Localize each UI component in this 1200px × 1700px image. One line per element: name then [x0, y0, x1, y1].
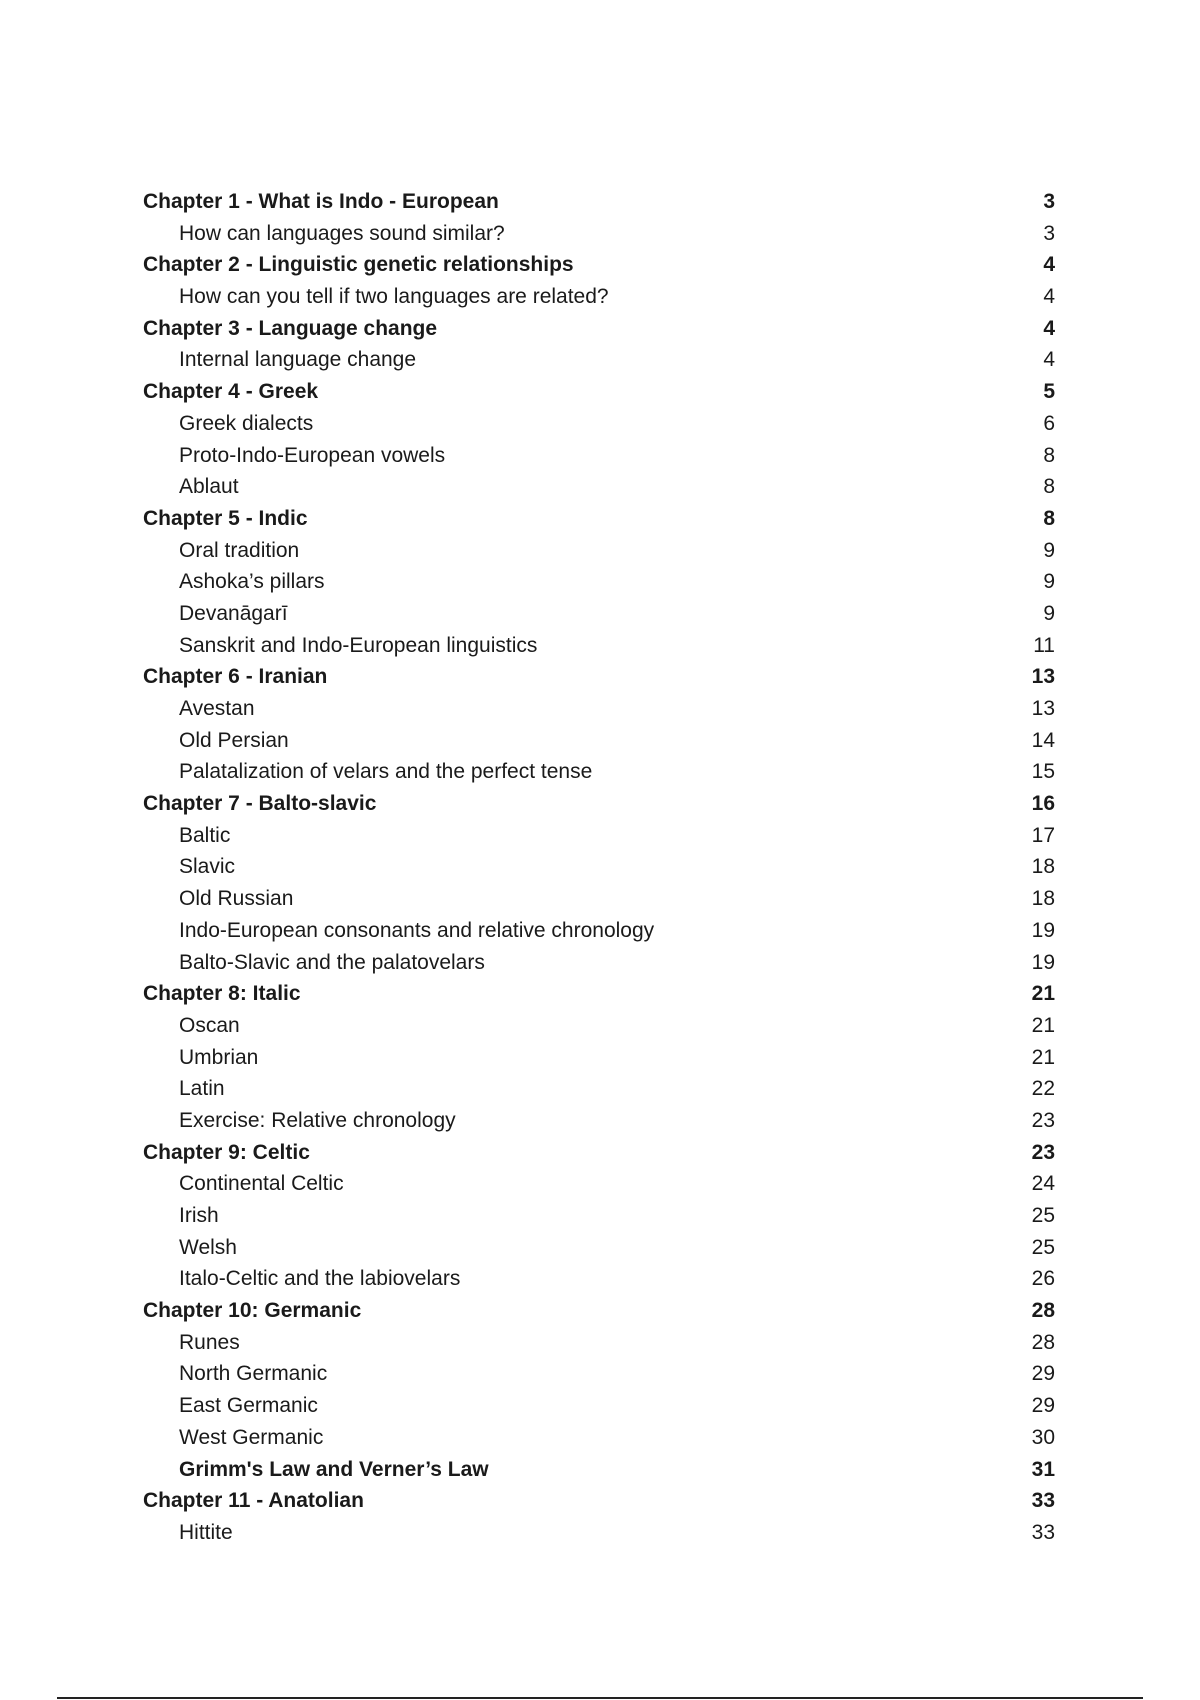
toc-entry-page: 13 — [1031, 665, 1055, 689]
toc-entry-title: Chapter 9: Celtic — [143, 1140, 310, 1164]
toc-entry-page: 13 — [1031, 697, 1055, 720]
toc-entry-title: Chapter 1 - What is Indo - European — [143, 190, 499, 213]
toc-chapter-entry[interactable] — [143, 661, 1055, 693]
toc-section-entry[interactable] — [143, 915, 1055, 947]
toc-entry-page: 17 — [1031, 823, 1055, 847]
toc-entry-title: Ablaut — [179, 475, 239, 499]
toc-entry-page: 8 — [1043, 506, 1055, 530]
toc-entry-page: 4 — [1043, 253, 1055, 277]
toc-section-entry[interactable] — [143, 1168, 1055, 1200]
toc-chapter-entry[interactable] — [143, 376, 1055, 408]
toc-section-entry[interactable] — [143, 851, 1055, 883]
toc-section-entry[interactable] — [143, 1422, 1055, 1454]
toc-entry-page: 33 — [1031, 1489, 1055, 1513]
toc-section-entry[interactable] — [143, 1263, 1055, 1295]
toc-entry-title: Hittite — [179, 1520, 233, 1544]
toc-section-entry[interactable] — [143, 820, 1055, 852]
toc-chapter-entry[interactable] — [143, 1485, 1055, 1517]
toc-section-entry[interactable] — [143, 598, 1055, 630]
toc-section-entry[interactable] — [143, 1010, 1055, 1042]
toc-entry-title: Greek dialects — [179, 411, 314, 435]
toc-entry-page: 19 — [1031, 950, 1055, 974]
toc-entry-title: Old Persian — [179, 728, 289, 752]
table-of-contents — [143, 186, 1055, 1549]
toc-entry-title: Palatalization of velars and the perfect tense — [179, 760, 593, 784]
toc-section-entry[interactable] — [143, 281, 1055, 313]
toc-entry-page: 25 — [1031, 1235, 1055, 1259]
toc-entry-title: Irish — [179, 1204, 219, 1227]
toc-section-entry[interactable] — [143, 725, 1055, 757]
toc-entry-title: Grimm's Law and Verner’s Law — [179, 1457, 489, 1481]
toc-entry-page: 11 — [1033, 633, 1055, 657]
toc-section-entry[interactable] — [143, 535, 1055, 567]
toc-entry-page: 9 — [1043, 538, 1055, 562]
toc-entry-page: 8 — [1043, 475, 1055, 499]
toc-section-entry[interactable] — [143, 1517, 1055, 1549]
toc-entry-title: Devanāgarī — [179, 601, 288, 625]
toc-entry-page: 29 — [1031, 1394, 1055, 1418]
toc-section-entry[interactable] — [143, 1200, 1055, 1232]
toc-entry-page: 21 — [1031, 1045, 1055, 1069]
toc-chapter-entry[interactable] — [143, 788, 1055, 820]
toc-entry-title: Welsh — [179, 1235, 237, 1259]
toc-entry-title: Sanskrit and Indo-European linguistics — [179, 633, 538, 657]
toc-entry-page: 6 — [1043, 411, 1055, 435]
toc-section-entry[interactable] — [143, 693, 1055, 725]
toc-section-entry[interactable] — [143, 566, 1055, 598]
toc-chapter-entry[interactable] — [143, 249, 1055, 281]
toc-section-entry[interactable] — [143, 440, 1055, 472]
toc-entry-title: Chapter 3 - Language change — [143, 316, 438, 340]
toc-chapter-entry[interactable] — [143, 1295, 1055, 1327]
toc-entry-title: Umbrian — [179, 1045, 259, 1069]
toc-entry-title: Chapter 6 - Iranian — [143, 665, 328, 689]
toc-entry-page: 21 — [1031, 1013, 1055, 1037]
toc-section-entry[interactable] — [143, 630, 1055, 662]
toc-entry-title: East Germanic — [179, 1394, 318, 1418]
toc-entry-title: Chapter 5 - Indic — [143, 506, 308, 530]
toc-entry-title: Continental Celtic — [179, 1172, 344, 1196]
toc-entry-title: Balto-Slavic and the palatovelars — [179, 950, 485, 974]
toc-entry-page: 18 — [1031, 887, 1055, 911]
toc-section-entry[interactable] — [143, 1042, 1055, 1074]
toc-section-entry[interactable] — [143, 1454, 1055, 1486]
toc-section-entry[interactable] — [143, 1327, 1055, 1359]
toc-entry-title: Old Russian — [179, 887, 294, 911]
toc-section-entry[interactable] — [143, 1105, 1055, 1137]
toc-entry-page: 15 — [1031, 760, 1055, 784]
toc-entry-title: Oral tradition — [179, 538, 300, 562]
toc-entry-title: Latin — [179, 1077, 225, 1101]
toc-entry-page: 19 — [1031, 918, 1055, 942]
toc-entry-page: 5 — [1043, 380, 1055, 404]
toc-section-entry[interactable] — [143, 1390, 1055, 1422]
toc-entry-page: 23 — [1031, 1108, 1055, 1132]
toc-chapter-entry[interactable] — [143, 313, 1055, 345]
toc-entry-page: 8 — [1043, 443, 1055, 467]
toc-section-entry[interactable] — [143, 1232, 1055, 1264]
toc-entry-page: 14 — [1031, 728, 1055, 752]
toc-entry-page: 4 — [1043, 285, 1055, 309]
bottom-rule — [57, 1697, 1143, 1699]
toc-entry-page: 9 — [1043, 570, 1055, 594]
toc-entry-page: 4 — [1043, 316, 1055, 340]
toc-section-entry[interactable] — [143, 756, 1055, 788]
toc-entry-title: Exercise: Relative chronology — [179, 1108, 456, 1132]
toc-entry-page: 4 — [1043, 348, 1055, 372]
toc-entry-page: 25 — [1031, 1204, 1055, 1227]
toc-entry-title: Chapter 7 - Balto-slavic — [143, 792, 377, 816]
toc-chapter-entry[interactable] — [143, 186, 1055, 218]
toc-entry-title: Chapter 4 - Greek — [143, 380, 319, 404]
toc-entry-title: Proto-Indo-European vowels — [179, 443, 446, 467]
toc-entry-title: Chapter 2 - Linguistic genetic relationships — [143, 253, 574, 277]
toc-entry-page: 26 — [1031, 1267, 1055, 1291]
toc-entry-title: How can languages sound similar? — [179, 221, 505, 245]
toc-section-entry[interactable] — [143, 947, 1055, 979]
toc-entry-page: 16 — [1031, 792, 1055, 816]
toc-section-entry[interactable] — [143, 218, 1055, 250]
toc-entry-title: Internal language change — [179, 348, 417, 372]
toc-chapter-entry[interactable] — [143, 1137, 1055, 1169]
toc-section-entry[interactable] — [143, 408, 1055, 440]
toc-section-entry[interactable] — [143, 1073, 1055, 1105]
toc-entry-page: 28 — [1031, 1299, 1055, 1323]
toc-entry-title: Ashoka’s pillars — [179, 570, 325, 594]
toc-chapter-entry[interactable] — [143, 978, 1055, 1010]
toc-entry-page: 18 — [1031, 855, 1055, 879]
toc-entry-title: Oscan — [179, 1013, 240, 1037]
toc-entry-page: 29 — [1031, 1362, 1055, 1386]
toc-entry-title: Avestan — [179, 697, 255, 720]
toc-entry-title: Chapter 10: Germanic — [143, 1299, 362, 1323]
toc-entry-title: Baltic — [179, 823, 231, 847]
toc-entry-page: 33 — [1031, 1520, 1055, 1544]
toc-entry-title: Slavic — [179, 855, 236, 879]
toc-entry-title: Chapter 11 - Anatolian — [143, 1489, 364, 1513]
toc-entry-page: 23 — [1031, 1140, 1055, 1164]
toc-entry-page: 9 — [1043, 601, 1055, 625]
toc-entry-title: Italo-Celtic and the labiovelars — [179, 1267, 461, 1291]
toc-entry-title: How can you tell if two languages are related? — [179, 285, 609, 309]
toc-section-entry[interactable] — [143, 1358, 1055, 1390]
toc-entry-page: 30 — [1031, 1425, 1055, 1449]
toc-section-entry[interactable] — [143, 883, 1055, 915]
toc-entry-page: 28 — [1031, 1330, 1055, 1354]
toc-section-entry[interactable] — [143, 344, 1055, 376]
toc-entry-page: 21 — [1031, 982, 1055, 1006]
toc-entry-title: West Germanic — [179, 1425, 324, 1449]
toc-entry-title: North Germanic — [179, 1362, 328, 1386]
toc-entry-title: Runes — [179, 1330, 240, 1354]
toc-chapter-entry[interactable] — [143, 503, 1055, 535]
toc-entry-page: 31 — [1031, 1457, 1055, 1481]
toc-entry-page: 3 — [1043, 221, 1055, 245]
toc-section-entry[interactable] — [143, 471, 1055, 503]
toc-entry-page: 3 — [1043, 190, 1055, 213]
toc-entry-page: 22 — [1031, 1077, 1055, 1101]
toc-entry-title: Indo-European consonants and relative chronology — [179, 918, 655, 942]
toc-entry-page: 24 — [1031, 1172, 1055, 1196]
toc-entry-title: Chapter 8: Italic — [143, 982, 301, 1006]
